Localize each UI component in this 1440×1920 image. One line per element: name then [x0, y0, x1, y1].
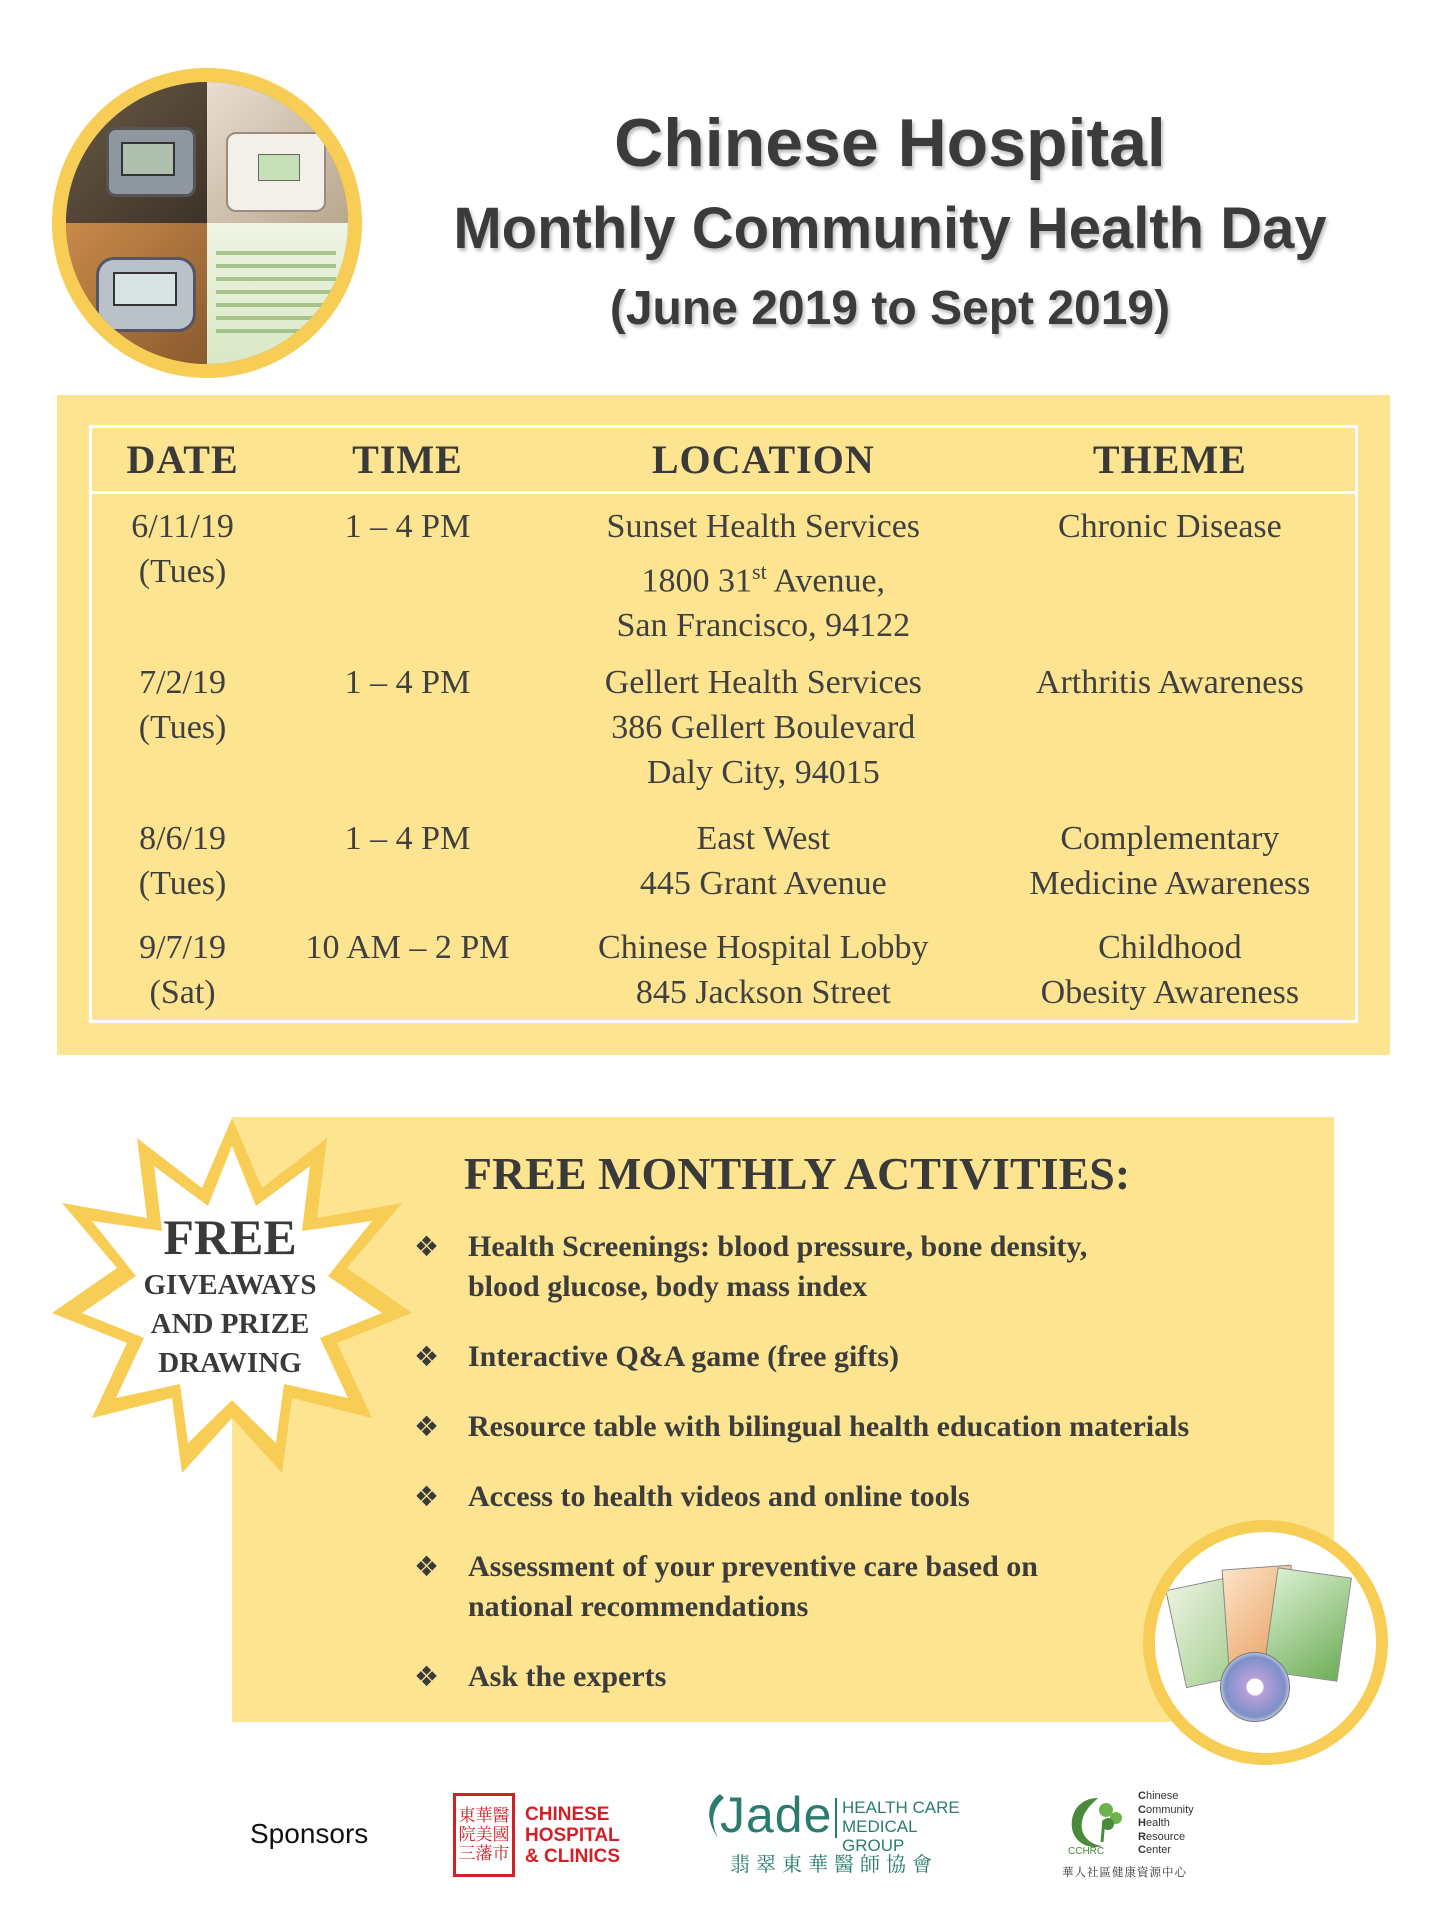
starburst-free: FREE: [163, 1209, 297, 1265]
logo-text: & CLINICS: [525, 1845, 620, 1867]
logo-text: Chinese: [1138, 1790, 1179, 1802]
bmi-form-lines: [216, 242, 336, 342]
chinese-hospital-seal: [453, 1793, 515, 1877]
starburst-line: AND PRIZE: [150, 1308, 310, 1340]
activity-text: Access to health videos and online tools: [468, 1480, 970, 1513]
cchrc-chinese-name: 華人社區健康資源中心: [1062, 1865, 1187, 1879]
activity-text: Health Screenings: blood pressure, bone density,: [468, 1230, 1088, 1263]
diamond-bullet-icon: ❖: [414, 1480, 440, 1513]
location-city: San Francisco, 94122: [616, 607, 911, 645]
seal-char: 華: [475, 1805, 493, 1826]
logo-text: Health: [1138, 1817, 1170, 1829]
location-cell: [542, 660, 985, 816]
seal-char: 東: [458, 1805, 476, 1826]
date-cell: [92, 816, 273, 925]
table-row: [92, 816, 1355, 925]
jade-divider: [835, 1798, 837, 1838]
schedule-header-row: [92, 428, 1355, 494]
theme-cell: [985, 925, 1355, 1025]
logo-text: HEALTH CARE: [842, 1798, 960, 1817]
seal-char: 三: [458, 1843, 476, 1864]
logo-text: Community: [1138, 1803, 1194, 1816]
logo-text: MEDICAL GROUP: [842, 1817, 917, 1855]
diamond-bullet-icon: ❖: [414, 1230, 440, 1263]
ordinal-suffix: st: [752, 559, 767, 584]
theme-text: Obesity Awareness: [1040, 974, 1300, 1011]
date-cell: [92, 660, 273, 816]
schedule-panel: [57, 395, 1390, 1055]
seal-char: 藩: [475, 1843, 493, 1864]
brochure-image-inner: [1155, 1532, 1376, 1753]
date-text: 7/2/19: [139, 664, 227, 701]
theme-cell: [985, 660, 1355, 816]
photo-collage: [66, 82, 348, 364]
jade-chinese-name: 翡翠東華醫師協會: [730, 1852, 938, 1876]
seal-char: 院: [458, 1824, 476, 1845]
activities-title: FREE MONTHLY ACTIVITIES:: [463, 1148, 1131, 1199]
seal-char: 市: [492, 1843, 510, 1864]
list-item: [414, 1477, 1294, 1517]
weekday-text: (Tues): [138, 709, 227, 746]
date-cell: [92, 504, 273, 660]
theme-text: Arthritis Awareness: [1035, 664, 1304, 701]
location-city: Daly City, 94015: [646, 754, 880, 791]
diamond-bullet-icon: ❖: [414, 1660, 440, 1693]
seal-char: 國: [492, 1824, 510, 1845]
location-name: Gellert Health Services: [604, 664, 922, 701]
location-street: 845 Jackson Street: [635, 974, 891, 1011]
location-street: 445 Grant Avenue: [639, 865, 887, 902]
weekday-text: (Tues): [138, 553, 227, 590]
date-text: 9/7/19: [139, 929, 227, 966]
column-header-theme: THEME: [1092, 437, 1247, 482]
glucose-meter-icon: [96, 257, 196, 332]
chinese-hospital-name: [525, 1804, 620, 1867]
list-item: [414, 1337, 1294, 1377]
location-cell: [542, 816, 985, 925]
location-name: East West: [696, 820, 831, 857]
theme-cell: [985, 816, 1355, 925]
column-header-date: DATE: [126, 437, 239, 482]
medical-devices-photo: [52, 68, 362, 378]
bone-density-scanner-icon: [226, 132, 326, 212]
date-text: 6/11/19: [131, 508, 234, 545]
table-row: [92, 925, 1355, 1025]
list-item: [414, 1407, 1294, 1447]
brochure-stack-image: [1143, 1520, 1388, 1765]
table-row: [92, 504, 1355, 660]
date-text: 8/6/19: [139, 820, 227, 857]
location-name: Sunset Health Services: [606, 508, 921, 545]
theme-text: Medicine Awareness: [1029, 865, 1311, 902]
logo-text: HOSPITAL: [525, 1824, 620, 1846]
starburst-text: [90, 1208, 370, 1383]
logo-text: CHINESE: [525, 1803, 610, 1825]
time-cell: 1 – 4 PM: [344, 820, 471, 857]
location-cell: [542, 925, 985, 1025]
theme-text: Complementary: [1060, 820, 1280, 857]
jade-logo: [700, 1786, 970, 1876]
activity-text: Assessment of your preventive care based on: [468, 1550, 1038, 1583]
location-street: 1800 31st Avenue,: [641, 559, 886, 600]
cchrc-name: [1138, 1790, 1194, 1858]
page-title-block: [390, 100, 1390, 346]
cchrc-logo: [1062, 1790, 1222, 1880]
table-row: [92, 660, 1355, 816]
logo-text: Center: [1138, 1844, 1172, 1856]
diamond-bullet-icon: ❖: [414, 1340, 440, 1373]
cchrc-abbreviation: CCHRC: [1068, 1846, 1105, 1857]
starburst-line: GIVEAWAYS: [143, 1269, 317, 1301]
activity-text: Interactive Q&A game (free gifts): [468, 1340, 899, 1373]
theme-text: Chronic Disease: [1057, 508, 1282, 545]
jade-subtitle: [842, 1798, 970, 1855]
time-cell: 1 – 4 PM: [344, 508, 471, 545]
weekday-text: (Tues): [138, 865, 227, 902]
diamond-bullet-icon: ❖: [414, 1550, 440, 1583]
location-cell: [542, 504, 985, 660]
time-cell: 10 AM – 2 PM: [305, 929, 510, 966]
schedule-table: [89, 425, 1358, 1023]
logo-text: Resource: [1138, 1830, 1186, 1843]
seal-char: 醫: [492, 1805, 510, 1826]
theme-text: Childhood: [1098, 929, 1242, 966]
seal-char: 美: [475, 1824, 493, 1845]
activity-text: Ask the experts: [468, 1660, 667, 1693]
activity-text: Resource table with bilingual health education materials: [468, 1410, 1190, 1443]
page-subtitle: Monthly Community Health Day: [453, 196, 1327, 261]
weekday-text: (Sat): [149, 974, 216, 1011]
column-header-location: LOCATION: [651, 437, 875, 482]
dvd-disc-icon: [1220, 1652, 1290, 1722]
chinese-hospital-logo: [453, 1790, 620, 1880]
sponsors-label: Sponsors: [250, 1818, 369, 1849]
theme-cell: [985, 504, 1355, 660]
time-cell: 1 – 4 PM: [344, 664, 471, 701]
activity-text: national recommendations: [468, 1590, 809, 1623]
column-header-time: TIME: [352, 437, 463, 482]
page-title: Chinese Hospital: [614, 105, 1166, 181]
date-range: (June 2019 to Sept 2019): [609, 282, 1171, 335]
list-item: [414, 1227, 1294, 1307]
location-street: 386 Gellert Boulevard: [611, 709, 916, 746]
diamond-bullet-icon: ❖: [414, 1410, 440, 1443]
blood-pressure-monitor-icon: [106, 127, 196, 197]
location-name: Chinese Hospital Lobby: [598, 929, 929, 966]
jade-wordmark: Jade: [720, 1787, 833, 1843]
activity-text: blood glucose, body mass index: [468, 1270, 868, 1303]
starburst-line: DRAWING: [158, 1347, 302, 1379]
date-cell: [92, 925, 273, 1025]
